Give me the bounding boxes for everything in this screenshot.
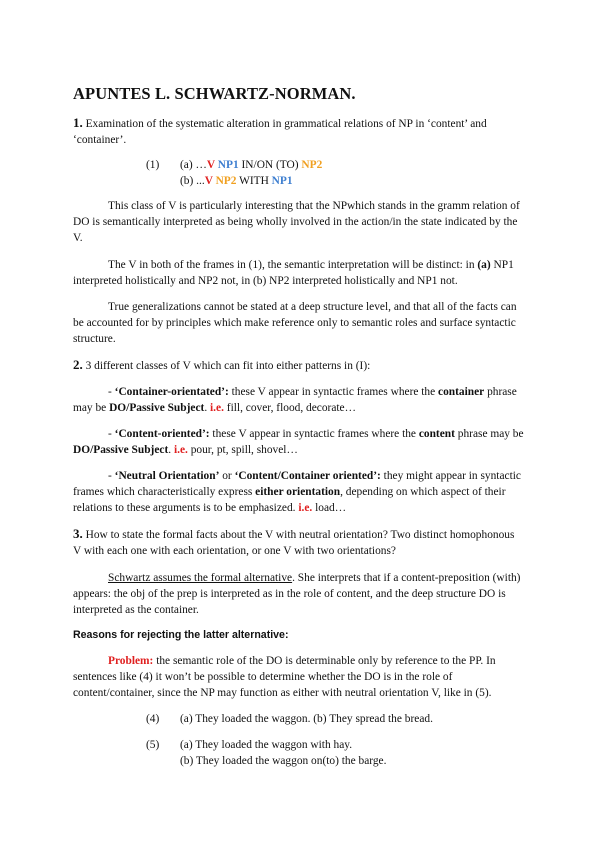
class-3-keyword: either orientation [255,486,341,498]
example-1a-np2: NP2 [301,159,323,171]
class-2-text-2: phrase may be [454,428,524,440]
example-1a [180,157,322,173]
class-3-ie: i.e. [298,502,313,514]
class-2-dash: - [108,428,115,440]
class-3-name-1: ‘Neutral Orientation’ [114,470,220,482]
section-1-paragraph [73,115,525,148]
section-2-number: 2. [73,357,83,372]
class-3-name-2: ‘Content/Container oriented’: [234,470,381,482]
example-1b-np1: NP1 [271,175,293,187]
document-title: APUNTES L. SCHWARTZ-NORMAN. [73,84,356,103]
example-4-number: (4) [146,713,160,725]
class-3-or: or [219,470,235,482]
problem-label: Problem: [108,655,154,667]
section-1-text: Examination of the systematic alteration in grammatical relations of NP in ‘content’ and ‘container’. [73,118,487,146]
paragraph-frames [73,257,525,289]
example-4-text: (a) They loaded the waggon. (b) They spread the bread. [180,713,433,725]
class-1-examples: fill, cover, flood, decorate… [223,402,357,414]
paragraph-problem [73,653,525,701]
problem-text: the semantic role of the DO is determinable only by reference to the PP. In sentences like (4) it won’t be possible to determine whether the DO is in the role of content/container, since the NP may function as either with neutral orientation V, like in (5). [73,655,496,699]
class-2-do: DO/Passive Subject [73,444,169,456]
frames-text-2: NP1 interpreted holistically and NP2 not, in (b) NP2 interpreted holistically and NP1 not. [73,259,514,287]
class-3-examples: load… [312,502,347,514]
class-2-text-3: . [168,444,174,456]
frames-text-1: The V in both of the frames in (1), the semantic interpretation will be distinct: in [108,259,478,271]
class-1-name: ‘Container-orientated’: [114,386,229,398]
paragraph-schwartz [73,570,525,618]
class-2-ie: i.e. [173,444,188,456]
example-1a-v: V [206,159,215,171]
frames-a-label: (a) [477,259,491,271]
example-1a-prep: IN/ON (TO) [238,159,302,171]
class-1-do: DO/Passive Subject [109,402,205,414]
class-1-text-2: phrase may be [73,386,517,414]
example-1b-np2: NP2 [212,175,237,187]
class-3-text-2: , depending on which aspect of their relations to these arguments is to be emphasized. [73,486,506,514]
class-1-text-3: . [204,402,211,414]
class-2-examples: pour, pt, spill, shovel… [187,444,298,456]
schwartz-text: . She interprets that if a content-preposition (with) appears: the obj of the prep is interpreted as in the role of content, and the deep structure DO is interpreted as the container. [73,572,521,616]
class-2-keyword: content [418,428,455,440]
paragraph-class: This class of V is particularly interesting that the NPwhich stands in the gramm relation of DO is semantically interpreted as being wholly involved in the action/in the state indicated by the V. [73,200,520,244]
example-1a-label: (a) … [180,159,207,171]
example-1-number: (1) [146,159,160,171]
section-3-number: 3. [73,526,83,541]
class-content-oriented [73,426,525,458]
example-1a-np1: NP1 [214,159,239,171]
example-1b [180,173,293,189]
example-5a: (a) They loaded the waggon with hay. [180,739,353,751]
class-1-text-1: these V appear in syntactic frames where the [228,386,439,398]
example-5-number: (5) [146,739,160,751]
example-1b-label: (b) ... [180,175,205,187]
section-3-paragraph [73,526,525,559]
class-1-dash: - [108,386,115,398]
class-3-dash: - [108,470,115,482]
reasons-heading: Reasons for rejecting the latter alternative: [73,629,289,641]
section-3-text: How to state the formal facts about the V with neutral orientation? Two distinct homophonous V with each one with each orientation, or one V with two orientations? [73,529,515,557]
section-2-paragraph [73,357,525,374]
section-2-text: 3 different classes of V which can fit into either patterns in (I): [82,360,371,372]
example-1b-prep: WITH [236,175,272,187]
schwartz-underlined: Schwartz assumes the formal alternative [108,572,293,584]
example-5b: (b) They loaded the waggon on(to) the barge. [180,755,387,767]
example-1b-v: V [204,175,213,187]
section-1-number: 1. [73,115,83,130]
class-neutral-orientation [73,468,525,516]
class-3-text-1: they might appear in syntactic frames which characteristically express [73,470,521,498]
class-2-name: ‘Content-oriented’: [114,428,210,440]
class-container-oriented [73,384,525,416]
class-1-ie: i.e. [210,402,224,414]
class-1-keyword: container [438,386,485,398]
class-2-text-1: these V appear in syntactic frames where the [209,428,419,440]
paragraph-generalizations: True generalizations cannot be stated at a deep structure level, and that all of the facts can be accounted for by principles which make reference only to semantic roles and surface syntactic structure. [73,301,517,345]
